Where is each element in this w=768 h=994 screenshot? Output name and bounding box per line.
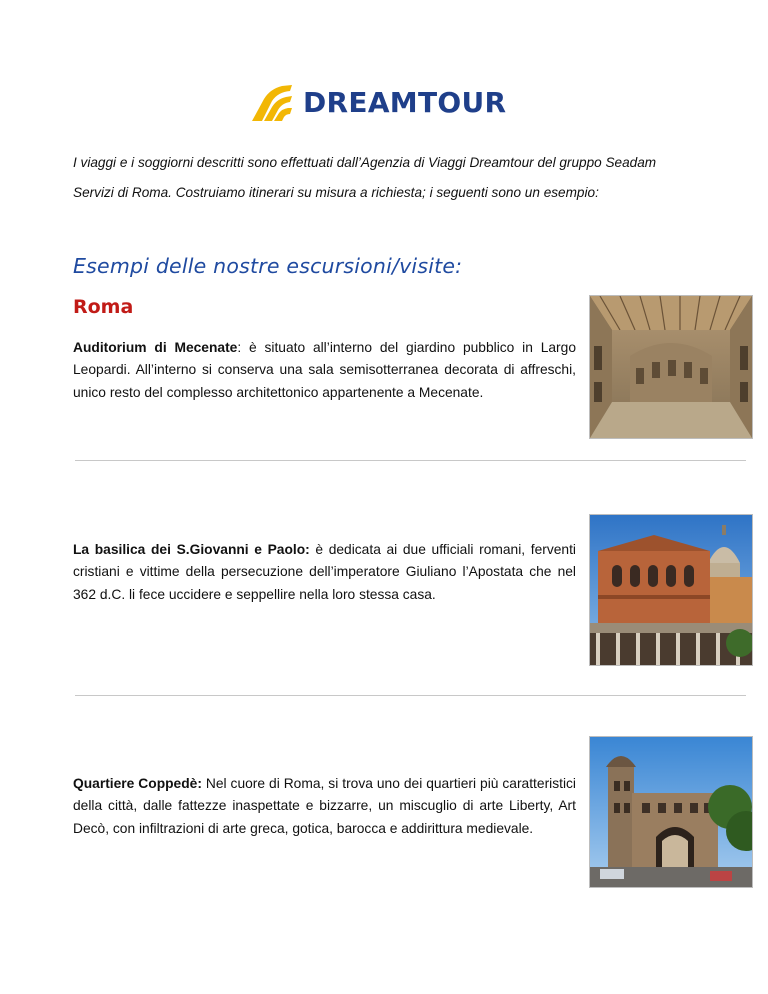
item-body: è situato all’interno del giardino pubblico in Largo Leopardi. All’interno si conserva una sala semisotterranea decorata di affreschi, unico resto del complesso architettonico appartenente a Mecenate. [73,340,576,400]
divider [75,460,746,461]
dreamtour-swirl-icon [250,83,294,123]
intro-paragraph: I viaggi e i soggiorni descritti sono effettuati dall’Agenzia di Viaggi Dreamtour del gruppo Seadam Servizi di Roma. Costruiamo itinerari su misura a richiesta; i seguenti sono un esempio: [73,155,657,200]
auditorium-photo [589,295,753,439]
city-title: Roma [73,296,134,318]
item-title: La basilica dei S.Giovanni e Paolo: [73,542,310,557]
dreamtour-logo [250,83,506,123]
brand-name: DREAMTOUR [303,86,507,119]
basilica-photo [589,514,753,666]
item-title: Quartiere Coppedè: [73,776,202,791]
item-description [73,773,576,840]
section-title: Esempi delle nostre escursioni/visite: [73,254,463,278]
coppede-photo [589,736,753,888]
item-body: è dedicata ai due ufficiali romani, ferventi cristiani e vittime della persecuzione dell’imperatore Giuliano l’Apostata che nel 362 d.C. li fece uccidere e seppellire nella loro stessa casa. [73,542,576,602]
divider [75,695,746,696]
item-description [73,337,576,404]
item-title: Auditorium di Mecenate [73,340,238,355]
item-description [73,539,576,606]
item-body: Nel cuore di Roma, si trova uno dei quartieri più caratteristici della città, dalle fattezze inaspettate e bizzarre, un miscuglio di arte Liberty, Art Decò, con infiltrazioni di arte greca, gotica, barocca e addirittura medievale. [73,776,576,836]
item-title-separator: : [237,340,242,355]
